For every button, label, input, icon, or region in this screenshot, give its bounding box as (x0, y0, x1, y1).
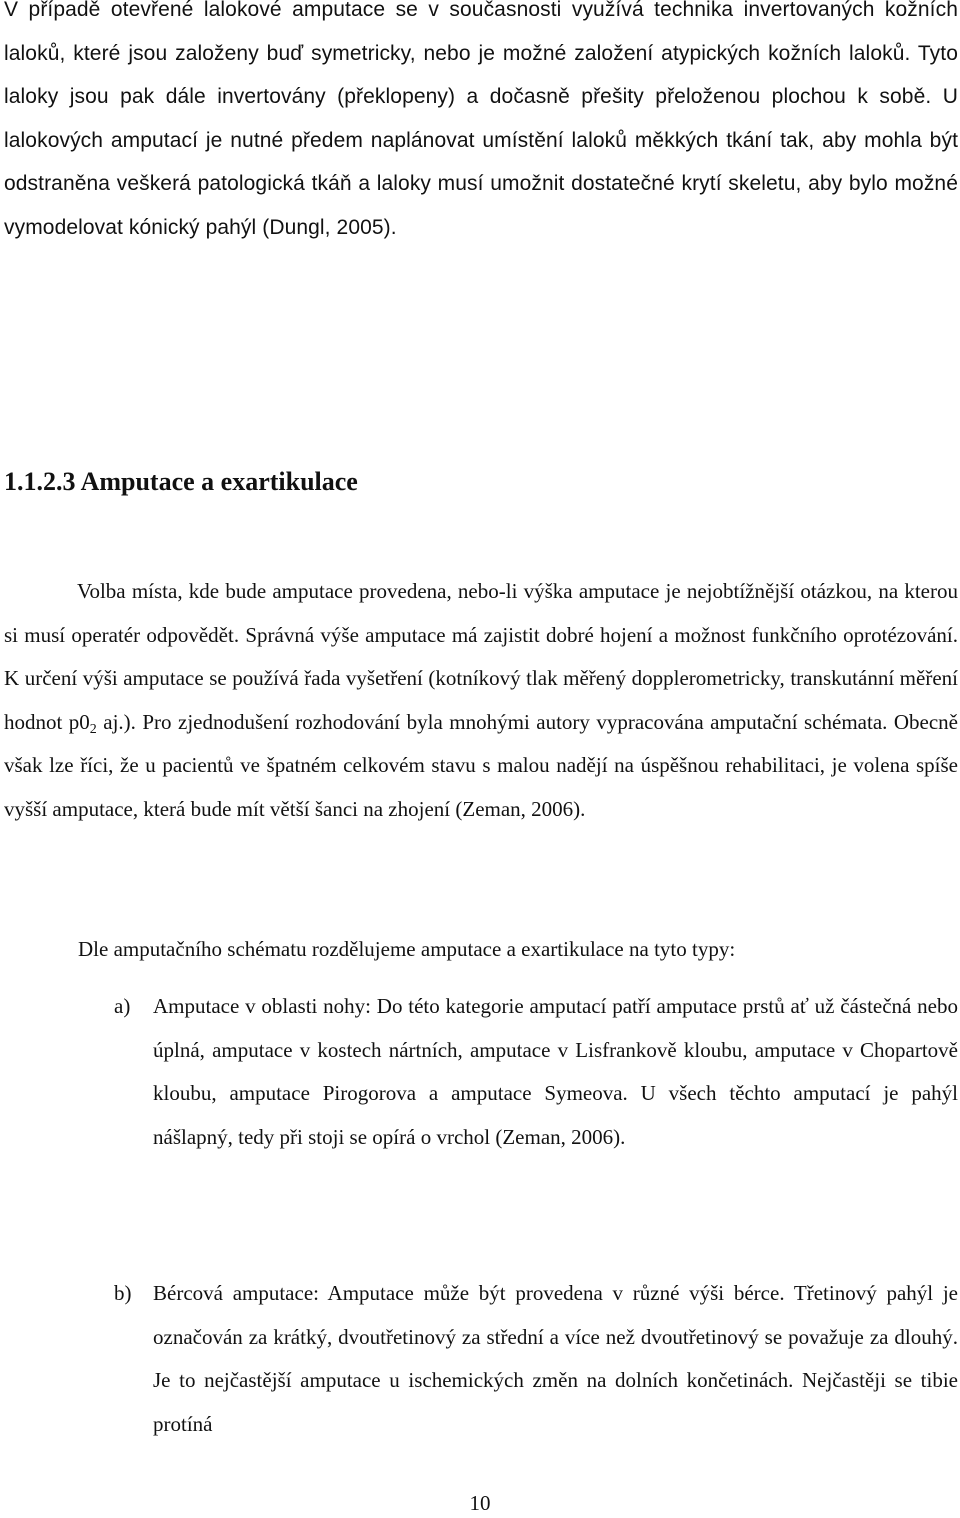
paragraph-lobe-amputation: V případě otevřené lalokové amputace se v současnosti využívá technika invertovaných kožních laloků, které jsou založeny buď symetricky, nebo je možné založení atypických kožních laloků. Tyto laloky jsou pak dále invertovány (překlopeny) a dočasně přešity přeloženou plochou k sobě. U lalokových amputací je nutné předem naplánovat umístění laloků měkkých tkání tak, aby mohla být odstraněna veškerá patologická tkáň a laloky musí umožnit dostatečné krytí skeletu, aby bylo možné vymodelovat kónický pahýl (Dungl, 2005). (4, 0, 958, 239)
list-item-text: Bércová amputace: Amputace může být provedena v různé výši bérce. Třetinový pahýl je označován za krátký, dvoutřetinový za střední a více než dvoutřetinový se považuje za dlouhý. Je to nejčastější amputace u ischemických změn na dolních končetinách. Nejčastěji se tibie protíná (153, 1281, 958, 1436)
paragraph-types-intro: Dle amputačního schématu rozdělujeme amputace a exartikulace na tyto typy: (78, 937, 736, 961)
list-marker: b) (114, 1281, 132, 1305)
list-marker: a) (114, 994, 131, 1018)
paragraph-amputation-level (4, 570, 958, 831)
subscript-two: 2 (89, 721, 97, 737)
list-item-text: Amputace v oblasti nohy: Do této kategorie amputací patří amputace prstů ať už částečná nebo úplná, amputace v kostech nártních, amputace v Lisfrankově kloubu, amputace v Chopartově kloubu, amputace Pirogorova a amputace Symeova. U všech těchto amputací je pahýl nášlapný, tedy při stoji se opírá o vrchol (Zeman, 2006). (153, 994, 958, 1149)
paragraph-amputation-level-part1: Volba místa, kde bude amputace provedena, nebo-li výška amputace je nejobtížnější otázkou, na kterou si musí operatér odpovědět. Správná výše amputace má zajistit dobré hojení a možnost funkčního oprotézování. K určení výši amputace se používá řada vyšetření (kotníkový tlak měřený dopplerometricky, transkutánní měření hodnot p0 (4, 579, 958, 734)
section-heading: 1.1.2.3 Amputace a exartikulace (4, 467, 358, 496)
paragraph-amputation-level-part2: aj.). Pro zjednodušení rozhodování byla mnohými autory vypracována amputační schémata. Obecně však lze říci, že u pacientů ve špatném celkovém stavu s malou nadějí na úspěšnou rehabilitaci, je volena spíše vyšší amputace, která bude mít větší šanci na zhojení (Zeman, 2006). (4, 709, 958, 821)
page-number: 10 (469, 1491, 491, 1515)
